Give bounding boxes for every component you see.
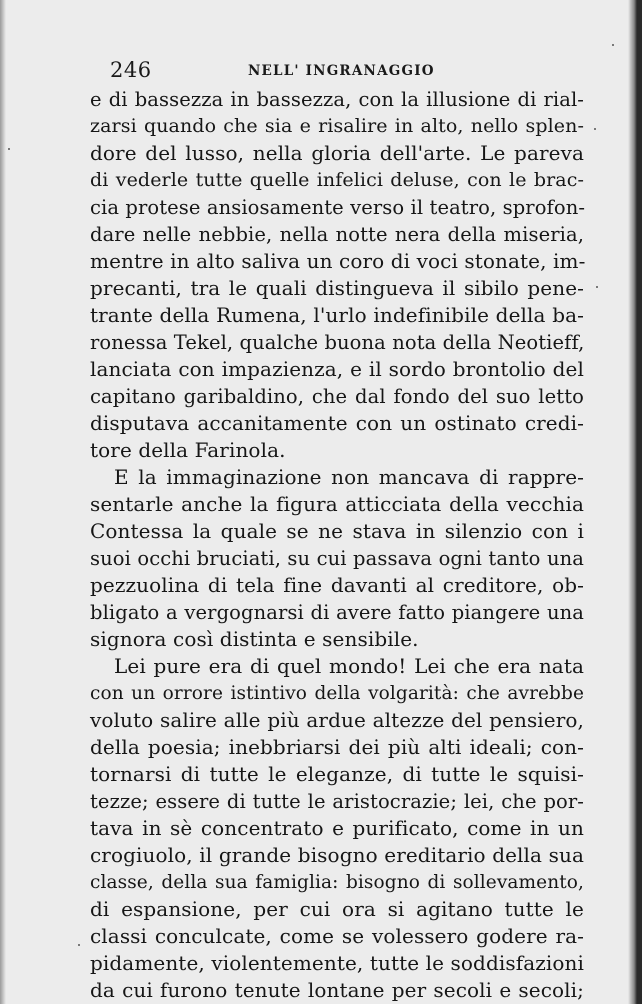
text-line: da cui furono tenute lontane per secoli e secoli; <box>90 978 584 1002</box>
paper-speck <box>596 286 598 288</box>
text-line: ronessa Tekel, qualche buona nota della Neotieff, <box>90 331 585 354</box>
text-line: suoi occhi bruciati, su cui passava ogni tanto una <box>90 547 584 570</box>
page-number: 246 <box>110 58 152 82</box>
text-line: mentre in alto saliva un coro di voci stonate, im- <box>90 249 586 273</box>
text-line: tornarsi di tutte le eleganze, di tutte le squisi- <box>90 762 584 786</box>
paragraph-start-line: E la immaginazione non mancava di rappre- <box>114 465 584 489</box>
text-line: voluto salire alle più ardue altezze del pensiero, <box>90 708 584 732</box>
text-line: crogiuolo, il grande bisogno ereditario della sua <box>90 843 584 867</box>
text-line: signora così distinta e sensibile. <box>90 627 419 651</box>
text-line: di vederle tutte quelle infelici deluse, con le brac- <box>90 169 584 191</box>
paper-speck <box>594 128 596 130</box>
body-text <box>90 86 584 1004</box>
text-line: disputava accanitamente con un ostinato credi- <box>90 411 584 435</box>
paper-speck <box>612 44 614 46</box>
page-left-edge <box>0 0 6 1004</box>
running-title: NELL' INGRANAGGIO <box>248 63 435 79</box>
text-line: lanciata con impazienza, e il sordo brontolio del <box>90 357 584 381</box>
text-line: trante della Rumena, l'urlo indefinibile della ba- <box>90 303 584 327</box>
text-line: sentarle anche la figura atticciata della vecchia <box>90 492 584 516</box>
text-line: classi conculcate, come se volessero godere ra- <box>90 924 584 948</box>
paper-speck <box>78 944 80 946</box>
text-line: Contessa la quale se ne stava in silenzio con i <box>90 519 584 543</box>
text-line: pezzuolina di tela fine davanti al creditore, ob- <box>90 573 584 597</box>
text-line: cia protese ansiosamente verso il teatro, sprofon- <box>90 196 586 219</box>
text-line: capitano garibaldino, che dal fondo del suo letto <box>90 385 584 408</box>
text-line: della poesia; inebbriarsi dei più alti ideali; con- <box>90 735 584 759</box>
text-line: pidamente, violentemente, tutte le soddisfazioni <box>90 951 584 975</box>
text-line: dore del lusso, nella gloria dell'arte. Le pareva <box>90 141 584 165</box>
text-line: con un orrore istintivo della volgarità: che avrebbe <box>90 683 584 704</box>
text-line: classe, della sua famiglia: bisogno di sollevamento, <box>90 872 584 893</box>
text-line: tava in sè concentrato e purificato, come in un <box>90 816 584 840</box>
text-line: precanti, tra le quali distingueva il sibilo pene- <box>90 276 584 300</box>
text-line: zarsi quando che sia e risalire in alto, nello splen- <box>90 115 584 137</box>
page-right-edge <box>628 0 642 1004</box>
text-line: bligato a vergognarsi di avere fatto piangere una <box>90 601 584 624</box>
text-line: e di bassezza in bassezza, con la illusione di rial- <box>90 88 584 111</box>
text-line: di espansione, per cui ora si agitano tutte le <box>90 897 584 921</box>
text-line: tore della Farinola. <box>90 438 286 462</box>
text-line: dare nelle nebbie, nella notte nera della miseria, <box>90 223 584 246</box>
paper-speck <box>8 148 10 150</box>
text-line: tezze; essere di tutte le aristocrazie; lei, che por- <box>90 790 584 813</box>
paragraph-start-line: Lei pure era di quel mondo! Lei che era nata <box>114 654 584 678</box>
page-header <box>110 58 590 84</box>
